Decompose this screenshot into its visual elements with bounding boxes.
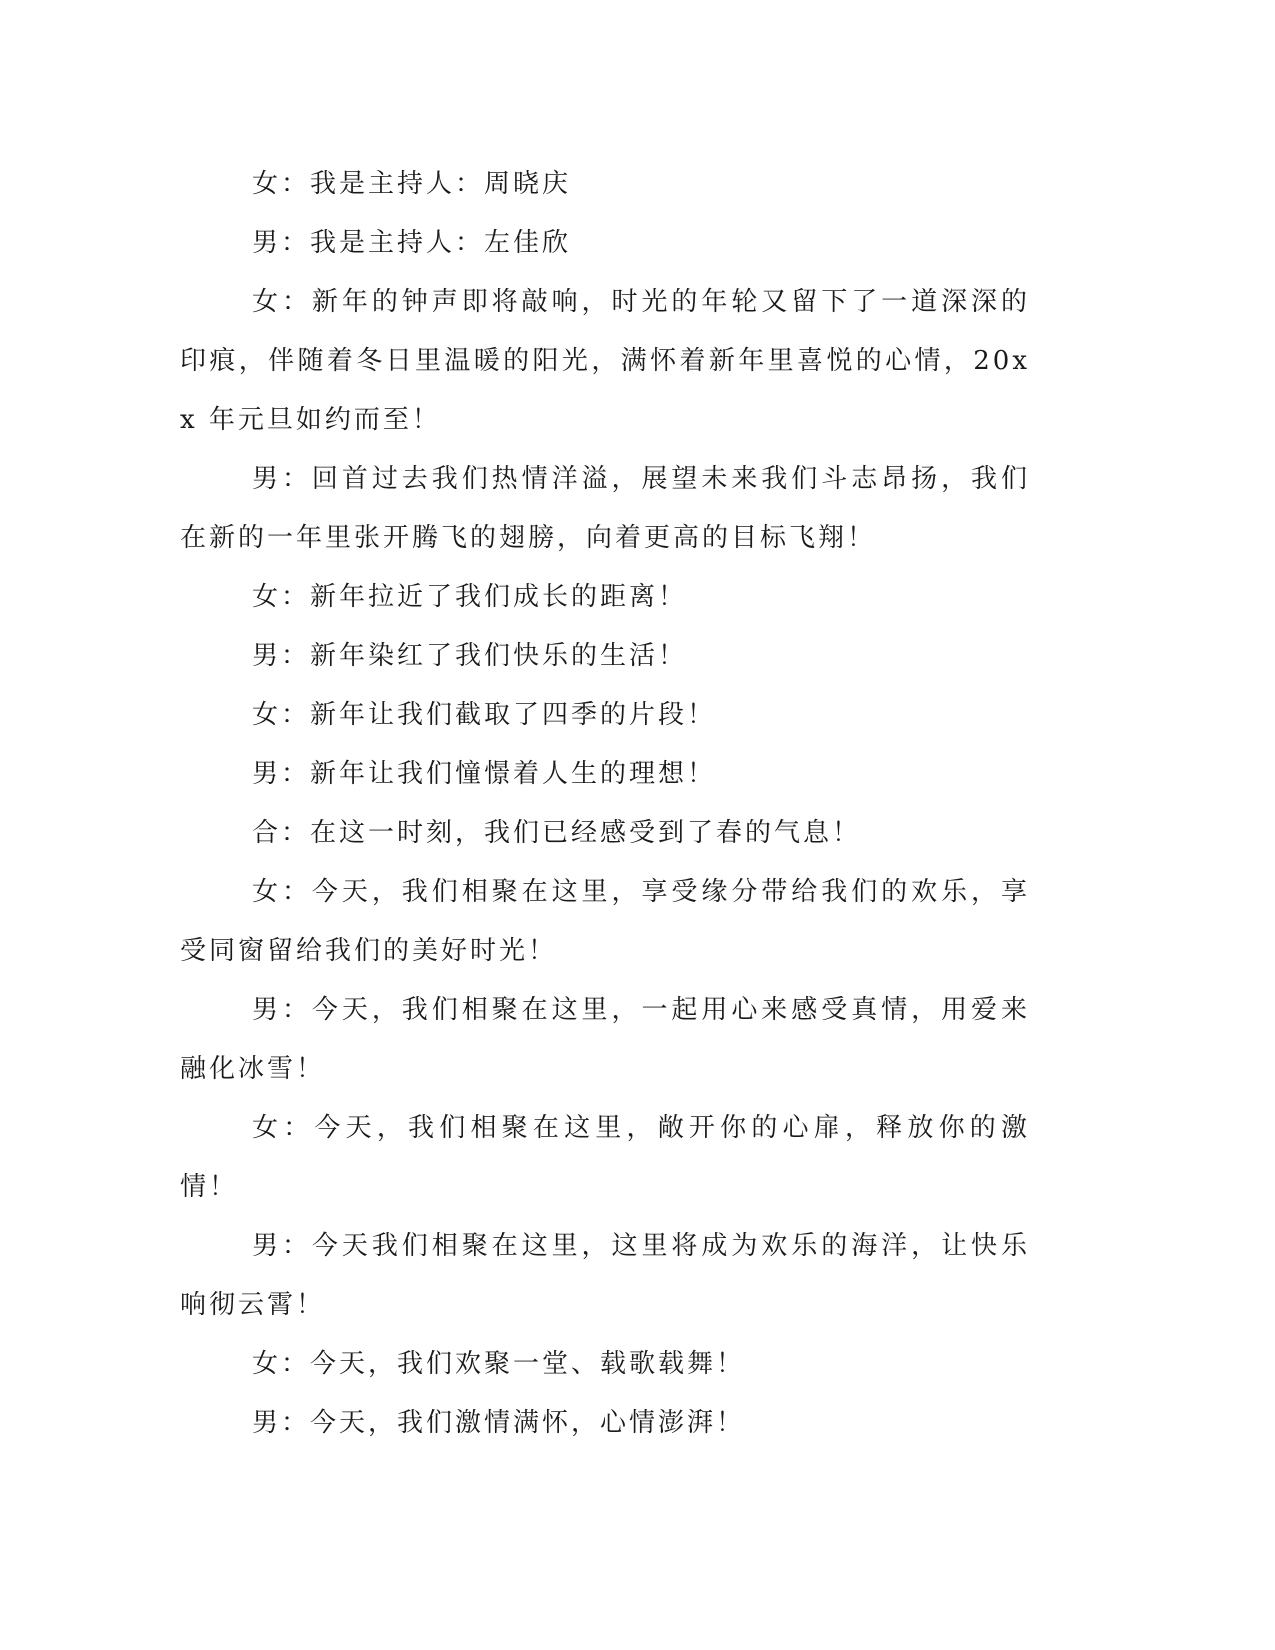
paragraph-male-ideals: 男：新年让我们憧憬着人生的理想！ xyxy=(252,759,717,789)
paragraph-male-gather-ocean: 男：今天我们相聚在这里，这里将成为欢乐的海洋，让快乐响彻云霄！ xyxy=(180,1231,1030,1320)
paragraph-female-sing-dance: 女：今天，我们欢聚一堂、载歌载舞！ xyxy=(252,1349,746,1379)
paragraph-female-new-year-bell: 女：新年的钟声即将敲响，时光的年轮又留下了一道深深的印痕，伴随着冬日里温暖的阳光，满怀着新年里喜悦的心情，20xx 年元旦如约而至！ xyxy=(180,287,1030,435)
paragraph-male-look-back: 男：回首过去我们热情洋溢，展望未来我们斗志昂扬，我们在新的一年里张开腾飞的翅膀，向着更高的目标飞翔！ xyxy=(180,464,1030,553)
paragraph-host-intro-male: 男：我是主持人：左佳欣 xyxy=(252,228,572,258)
paragraph-female-four-seasons: 女：新年让我们截取了四季的片段！ xyxy=(252,700,717,730)
paragraph-male-happy-life: 男：新年染红了我们快乐的生活！ xyxy=(252,641,688,671)
paragraph-male-gather-heart: 男：今天，我们相聚在这里，一起用心来感受真情，用爱来融化冰雪！ xyxy=(180,995,1030,1084)
paragraph-male-passion: 男：今天，我们激情满怀，心情澎湃！ xyxy=(252,1408,746,1438)
paragraph-host-intro-female: 女：我是主持人：周晓庆 xyxy=(252,169,572,199)
paragraph-female-gather-passion: 女：今天，我们相聚在这里，敞开你的心扉，释放你的激情！ xyxy=(180,1113,1030,1202)
document-body xyxy=(180,155,1030,1453)
paragraph-female-gather-joy: 女：今天，我们相聚在这里，享受缘分带给我们的欢乐，享受同窗留给我们的美好时光！ xyxy=(180,877,1030,966)
paragraph-together-spring: 合：在这一时刻，我们已经感受到了春的气息！ xyxy=(252,818,862,848)
paragraph-female-growth: 女：新年拉近了我们成长的距离！ xyxy=(252,582,688,612)
